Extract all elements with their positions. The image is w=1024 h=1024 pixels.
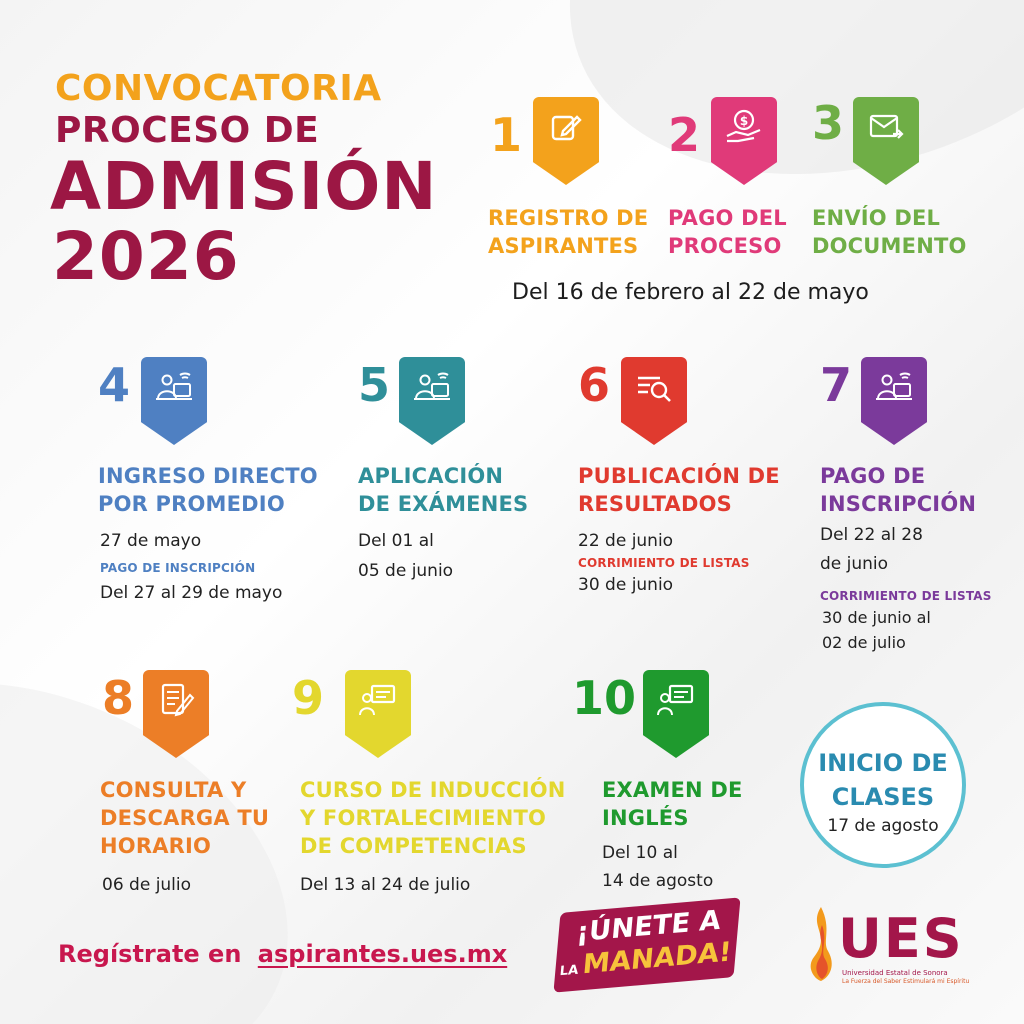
step-title: PAGO DEL: [668, 206, 787, 230]
logo-subtitle: Universidad Estatal de Sonora: [842, 969, 948, 977]
online-exam-icon: [399, 357, 465, 445]
step-title: DE EXÁMENES: [358, 492, 529, 516]
step-date: 22 de junio: [578, 531, 674, 551]
register-link[interactable]: aspirantes.ues.mx: [257, 940, 508, 968]
step-date: Del 27 al 29 de mayo: [100, 583, 283, 603]
step-title: EXAMEN DE: [602, 778, 743, 802]
presentation-icon: [643, 670, 709, 758]
promo-line2-small: LA: [559, 962, 579, 980]
step-number: 6: [578, 358, 611, 412]
step-title: HORARIO: [100, 834, 212, 858]
step-number: 3: [812, 96, 845, 150]
step-date: Del 10 al: [602, 843, 678, 863]
step-title: CONSULTA Y: [100, 778, 247, 802]
step-date: 27 de mayo: [100, 531, 202, 551]
step-title: ENVÍO DEL: [812, 206, 941, 230]
title-year: 2026: [52, 218, 240, 295]
classes-title: INICIO DE: [818, 749, 948, 777]
step-date: 02 de julio: [822, 633, 906, 652]
step-title: REGISTRO DE: [488, 206, 649, 230]
step-date: 05 de junio: [358, 561, 454, 581]
step-title: PAGO DE: [820, 464, 926, 488]
search-results-icon: [621, 357, 687, 445]
step-title: POR PROMEDIO: [98, 492, 285, 516]
promo-banner: [553, 897, 740, 992]
step-title: APLICACIÓN: [358, 464, 504, 488]
classes-title: CLASES: [831, 783, 935, 811]
step-title: ASPIRANTES: [488, 234, 639, 258]
step-date: 30 de junio: [578, 575, 674, 595]
edit-icon: [533, 97, 599, 185]
step-title: INGRESO DIRECTO: [98, 464, 318, 488]
step-title: DE COMPETENCIAS: [300, 834, 527, 858]
register-prefix: Regístrate en: [58, 940, 242, 968]
step-title: RESULTADOS: [578, 492, 732, 516]
step-title: INGLÉS: [602, 806, 689, 830]
step-date: Del 22 al 28: [820, 525, 923, 545]
step-title: CURSO DE INDUCCIÓN: [300, 778, 566, 802]
step-number: 1: [490, 108, 523, 162]
step-number: 9: [292, 671, 325, 725]
logo-tagline: La Fuerza del Saber Estimulará mi Espíritu: [842, 978, 970, 985]
promo-line2-main: MANADA!: [581, 936, 733, 981]
step-date: 30 de junio al: [822, 608, 931, 627]
classes-start-badge: [800, 702, 966, 868]
step-title: DOCUMENTO: [812, 234, 967, 258]
svg-text:$: $: [739, 113, 749, 128]
title-convocatoria: CONVOCATORIA: [55, 68, 382, 109]
step-number: 5: [358, 358, 391, 412]
step-date: 14 de agosto: [602, 871, 714, 891]
step-number: 2: [668, 108, 701, 162]
step-number: 4: [98, 358, 131, 412]
presentation-icon: [345, 670, 411, 758]
step-date: Del 13 al 24 de julio: [300, 875, 471, 895]
online-study-icon: [141, 357, 207, 445]
register-cta: [58, 940, 507, 968]
flame-icon: [806, 905, 836, 983]
send-document-icon: [853, 97, 919, 185]
logo-wordmark: UES: [838, 907, 964, 970]
online-payment-icon: [861, 357, 927, 445]
step-sublabel: CORRIMIENTO DE LISTAS: [820, 589, 992, 603]
title-admision: ADMISIÓN: [50, 148, 438, 225]
classes-date: 17 de agosto: [827, 816, 939, 836]
step-title: PROCESO: [668, 234, 782, 258]
step-title: PUBLICACIÓN DE: [578, 464, 780, 488]
step-number: 10: [572, 671, 637, 725]
step-number: 7: [820, 358, 853, 412]
title-proceso: PROCESO DE: [55, 110, 320, 151]
step-date: de junio: [820, 554, 889, 574]
step-sublabel: PAGO DE INSCRIPCIÓN: [100, 561, 256, 575]
step-title: Y FORTALECIMIENTO: [300, 806, 547, 830]
step-title: INSCRIPCIÓN: [820, 492, 977, 516]
promo-line1: ¡ÚNETE A: [575, 904, 723, 949]
step-number: 8: [102, 671, 135, 725]
step-date: 06 de julio: [102, 875, 192, 895]
ues-logo: [806, 905, 970, 985]
registration-date-range: Del 16 de febrero al 22 de mayo: [512, 280, 869, 305]
step-sublabel: CORRIMIENTO DE LISTAS: [578, 556, 750, 570]
step-date: Del 01 al: [358, 531, 434, 551]
step-title: DESCARGA TU: [100, 806, 270, 830]
